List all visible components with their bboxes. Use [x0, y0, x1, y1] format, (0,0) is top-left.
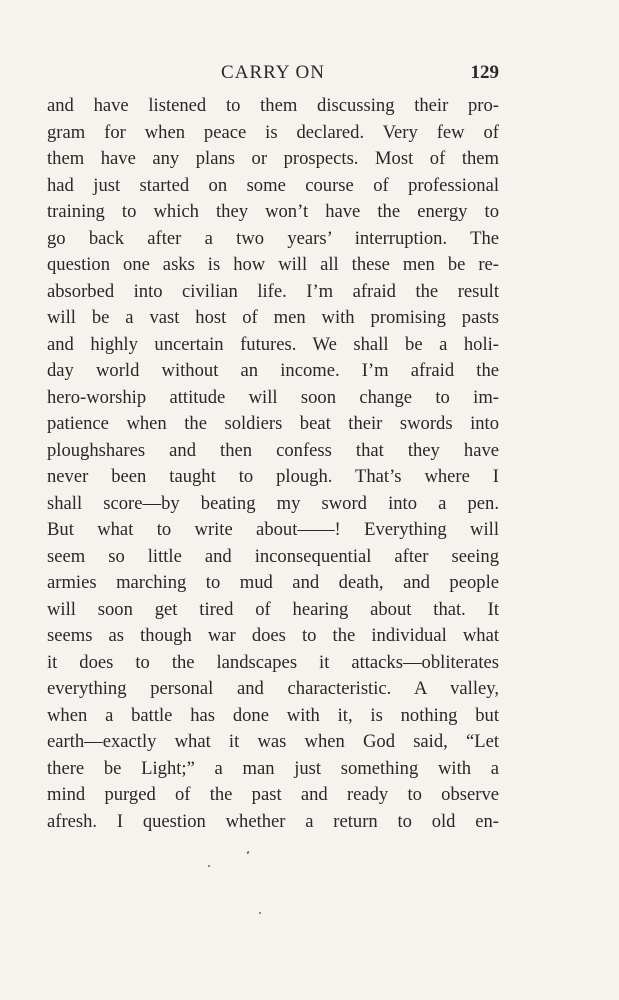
body-text — [47, 93, 499, 835]
text-line: gram for when peace is declared. Very few of — [47, 121, 499, 143]
paper-speck — [208, 865, 210, 867]
page-number: 129 — [470, 62, 499, 83]
text-line: never been taught to plough. That’s where I — [47, 466, 499, 487]
text-line: go back after a two years’ interruption. The — [47, 227, 499, 249]
text-line: there be Light;” a man just something with a — [47, 757, 499, 779]
paper-speck — [246, 851, 249, 855]
text-line: armies marching to mud and death, and people — [47, 572, 499, 593]
text-line: day world without an income. I’m afraid the — [47, 360, 499, 381]
text-line: question one asks is how will all these men be re- — [47, 254, 499, 275]
text-line: it does to the landscapes it attacks—obliterates — [47, 651, 499, 673]
running-title: CARRY ON — [221, 62, 325, 83]
text-line: afresh. I question whether a return to old en- — [47, 810, 499, 832]
text-line: everything personal and characteristic. A valley, — [47, 678, 499, 699]
text-line: had just started on some course of professional — [47, 174, 499, 196]
text-line: when a battle has done with it, is nothing but — [47, 704, 499, 726]
text-line: them have any plans or prospects. Most of them — [47, 148, 499, 169]
text-line: absorbed into civilian life. I’m afraid the result — [47, 280, 499, 302]
text-line: will be a vast host of men with promising pasts — [47, 307, 499, 328]
paper-speck — [259, 912, 261, 914]
text-line: shall score—by beating my sword into a pen. — [47, 492, 499, 514]
text-line: earth—exactly what it was when God said, “Let — [47, 731, 499, 752]
text-line: patience when the soldiers beat their swords into — [47, 413, 499, 434]
text-line: seems as though war does to the individual what — [47, 625, 499, 646]
text-line: hero-worship attitude will soon change to im- — [47, 386, 499, 408]
running-head — [47, 58, 499, 88]
text-line: But what to write about——! Everything will — [47, 519, 499, 540]
text-line: will soon get tired of hearing about that. It — [47, 598, 499, 620]
text-line: seem so little and inconsequential after seeing — [47, 545, 499, 567]
text-line: mind purged of the past and ready to observe — [47, 784, 499, 805]
text-line: training to which they won’t have the energy to — [47, 201, 499, 222]
text-line: and highly uncertain futures. We shall be a holi- — [47, 333, 499, 355]
text-line: and have listened to them discussing their pro- — [47, 95, 499, 116]
text-line: ploughshares and then confess that they have — [47, 439, 499, 461]
